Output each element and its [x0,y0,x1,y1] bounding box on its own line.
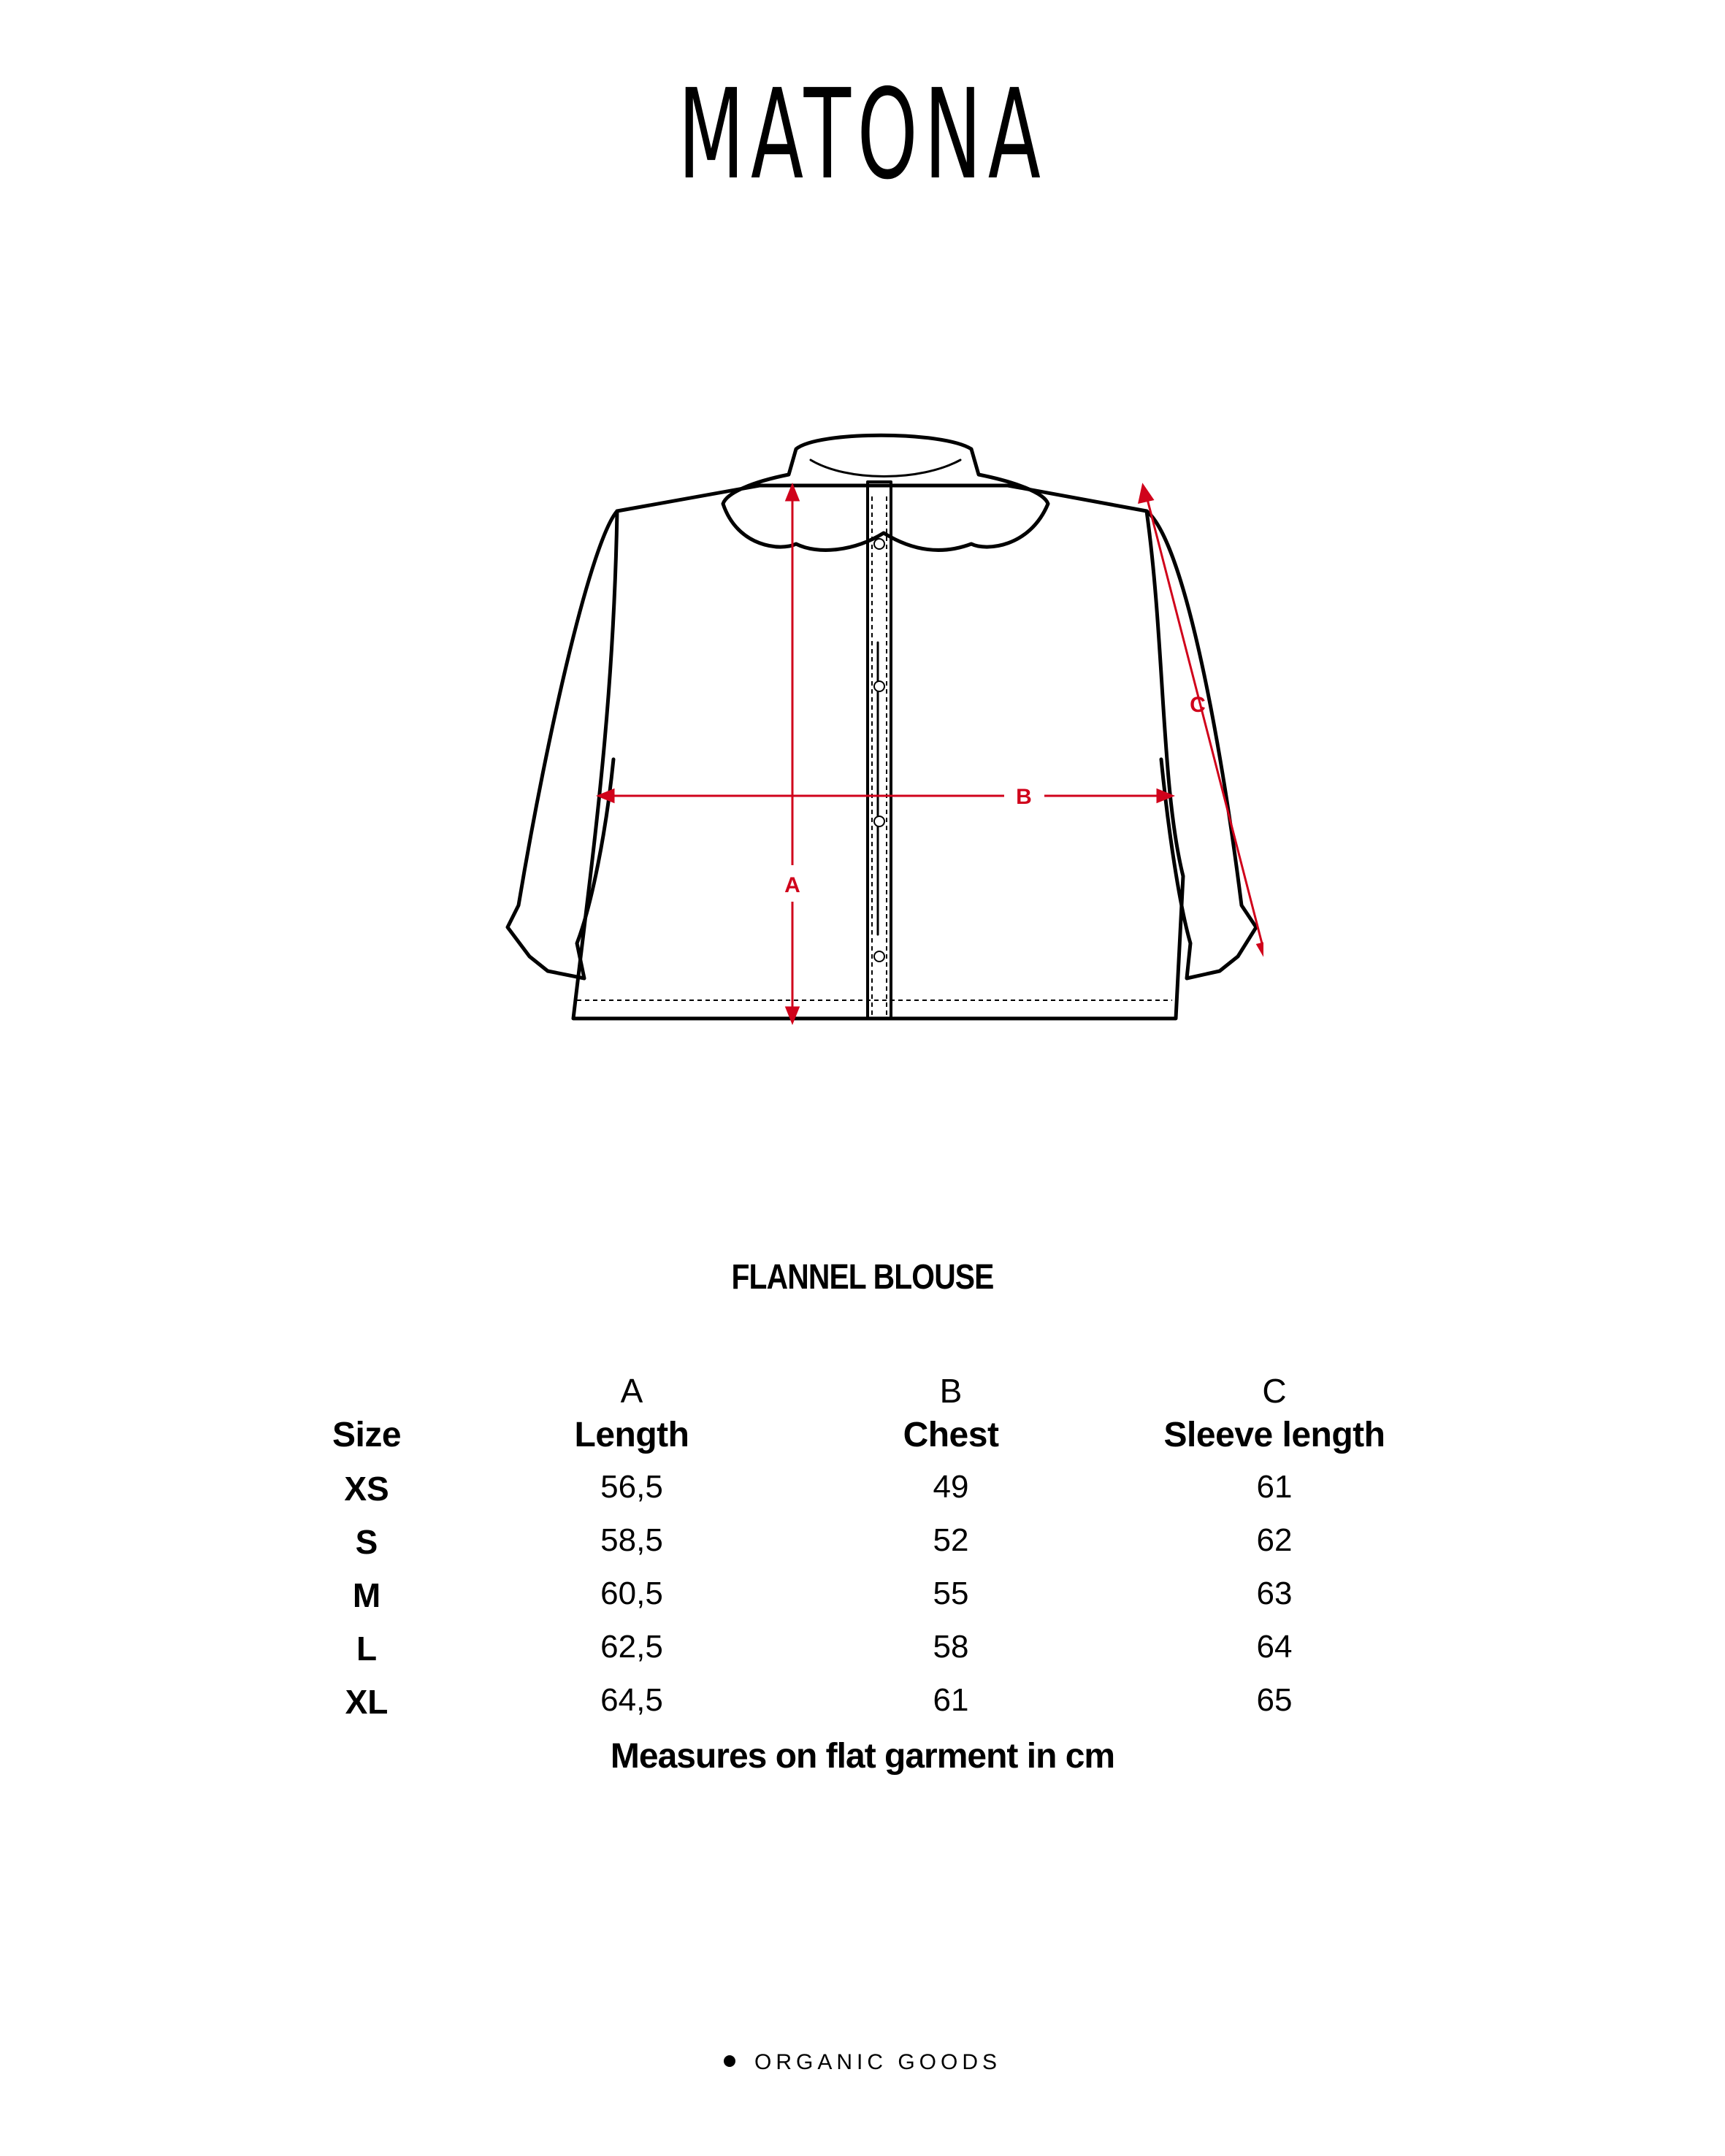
header-size: Size [332,1416,402,1454]
row-size: M [352,1576,381,1614]
bullet-dot-icon [724,2055,735,2067]
row-length: 56,5 [600,1469,663,1505]
footer-text: ORGANIC GOODS [754,2050,1002,2074]
row-sleeve: 64 [1256,1629,1293,1665]
row-sleeve: 61 [1256,1469,1293,1505]
row-chest: 52 [933,1522,969,1558]
row-size: XL [345,1683,389,1721]
row-length: 64,5 [600,1682,663,1718]
button-placket [868,482,891,1018]
row-chest: 61 [933,1682,969,1718]
row-chest: 58 [933,1629,969,1665]
measurement-note: Measures on flat garment in cm [610,1737,1115,1776]
header-length: Length [574,1416,689,1454]
column-letter-c: C [1262,1372,1287,1410]
column-letter-b: B [939,1372,963,1410]
button-4 [874,951,884,962]
right-sleeve-outline [1147,511,1256,978]
row-length: 58,5 [600,1522,663,1558]
header-sleeve-length: Sleeve length [1163,1416,1385,1454]
brand-logo: MATONA [678,63,1047,207]
button-1 [874,539,884,549]
garment-diagram [504,423,1263,1029]
product-title: FLANNEL BLOUSE [731,1258,994,1297]
row-sleeve: 63 [1256,1576,1293,1611]
footer-tagline [0,2050,1725,2075]
collar-outline [723,435,1048,550]
row-length: 60,5 [600,1576,663,1611]
row-sleeve: 62 [1256,1522,1293,1558]
row-length: 62,5 [600,1629,663,1665]
row-size: XS [344,1470,389,1508]
button-2 [874,681,884,691]
measure-b-label: B [1016,785,1032,809]
column-letter-a: A [620,1372,643,1410]
left-sleeve-outline [508,511,617,978]
row-size: S [355,1523,378,1561]
row-chest: 49 [933,1469,969,1505]
row-size: L [356,1630,378,1668]
measure-c-label: C [1190,693,1206,717]
row-sleeve: 65 [1256,1682,1293,1718]
button-3 [874,816,884,826]
row-chest: 55 [933,1576,969,1611]
header-chest: Chest [903,1416,999,1454]
measure-a-label: A [784,873,800,897]
